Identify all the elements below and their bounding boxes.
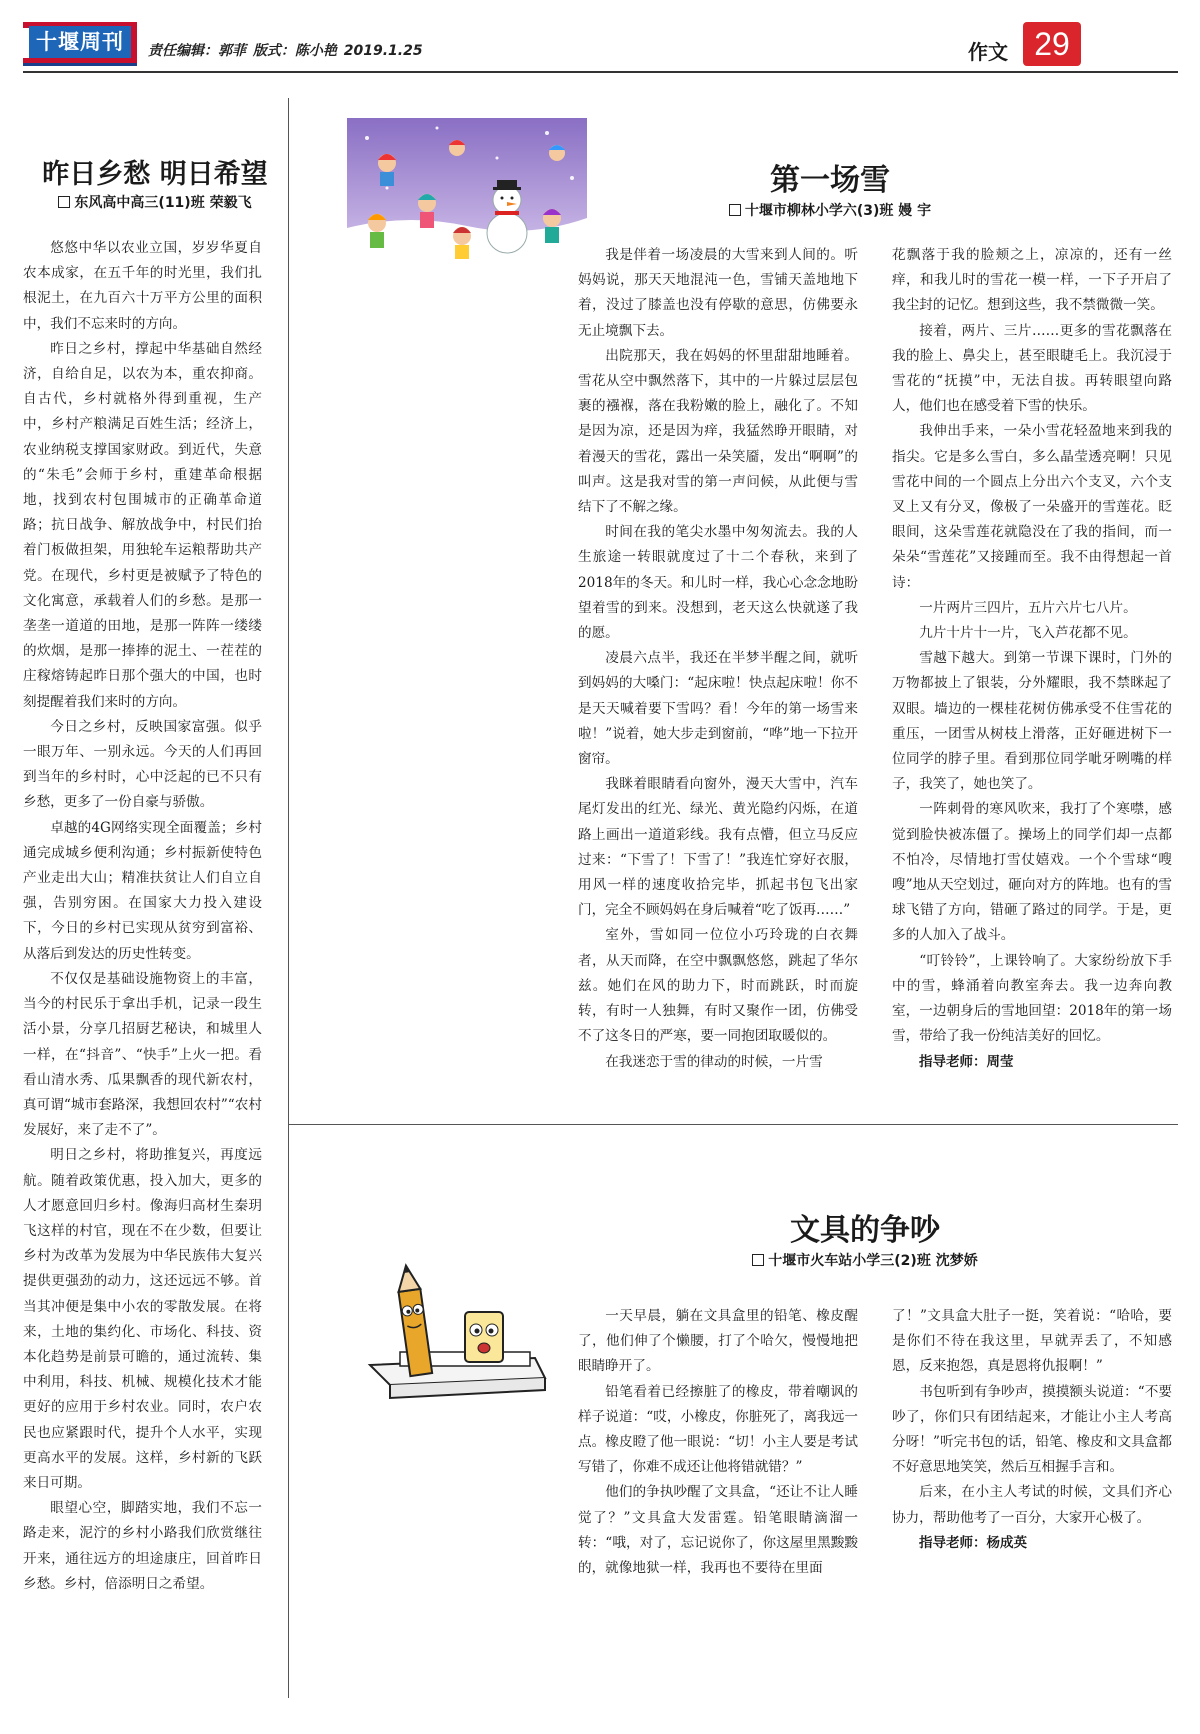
paragraph: 我是伴着一场凌晨的大雪来到人间的。听妈妈说，那天天地混沌一色，雪铺天盖地地下着，没过了膝盖也没有停歇的意思，仿佛要永无止境飘下去。 [578,247,858,339]
paragraph: 明日之乡村，将助推复兴，再度远航。随着政策优惠，投入加大，更多的人才愿意回归乡村。像海归高材生秦玥飞这样的村官，现在不在少数，但要让乡村为改革为发展为中华民族伟大复兴提供更强劲的动力，这还远远不够。首当其冲便是集中小农的零散发展。在将来，土地的集约化、市场化、科技、资本化趋势是前景可瞻的，通过流转、集中利用，科技、机械、规模化技术才能更好的应用于乡村农业。同时，农户农民也应紧跟时代，提升个人水平，实现更高水平的发展。这样，乡村新的飞跃来日可期。 [23,1147,262,1491]
paragraph: 他们的争执吵醒了文具盒，“还让不让人睡觉了？”文具盒大发雷霆。铅笔眼睛滴溜一转：“哦，对了，忘记说你了，你这屋里黑黢黢的，就像地狱一样，我再也不要待在里面 [578,1484,858,1577]
square-bullet-icon [58,196,70,208]
paragraph: 我伸出手来，一朵小雪花轻盈地来到我的指尖。它是多么雪白，多么晶莹透亮啊！只见雪花中间的一个圆点上分出六个支叉，六个支叉上又有分叉，像极了一朵盛开的雪莲花。眨眼间，这朵雪莲花就隐没在了我的指间，而一朵朵“雪莲花”又接踵而至。我不由得想起一首诗： [892,423,1172,591]
paragraph: 不仅仅是基础设施物资上的丰富，当今的村民乐于拿出手机，记录一段生活小景，分享几招厨艺秘诀，和城里人一样，在“抖音”、“快手”上火一把。看看山清水秀、瓜果飘香的现代新农村，真可谓“城市套路深，我想回农村”“农村发展好，来了走不了”。 [23,970,262,1139]
page-number: 29 [1023,22,1081,66]
page-header [23,22,1178,68]
square-bullet-icon [729,204,741,216]
paragraph: 悠悠中华以农业立国，岁岁华夏自农本成家，在五千年的时光里，我们扎根泥土，在九百六十万平方公里的面积中，我们不忘来时的方向。 [23,240,262,332]
paragraph: 我眯着眼睛看向窗外，漫天大雪中，汽车尾灯发出的红光、绿光、黄光隐约闪烁，在道路上画出一道道彩线。我有点懵，但立马反应过来：“下雪了！下雪了！”我连忙穿好衣服，用风一样的速度收拾完毕，抓起书包飞出家门，完全不顾妈妈在身后喊着“吃了饭再……” [578,776,858,919]
editor-credit: 责任编辑：郭菲 [148,43,246,59]
article1-body [23,236,262,1597]
paragraph: 在我迷恋于雪的律动的时候，一片雪 [605,1053,823,1070]
article2-column2 [892,243,1172,1075]
article2-column1 [578,243,858,1075]
issue-date: 2019.1.25 [343,43,423,59]
paragraph: 雪越下越大。到第一节课下课时，门外的万物都披上了银装，分外耀眼，我不禁眯起了双眼。墙边的一棵桂花树仿佛承受不住雪花的重压，一团雪从树枝上滑落，正好砸进树下一位同学的脖子里。看到那位同学呲牙咧嘴的样子，我笑了，她也笑了。 [892,650,1172,793]
paragraph: 室外，雪如同一位位小巧玲珑的白衣舞者，从天而降，在空中飘飘悠悠，跳起了华尔兹。她们在风的助力下，时而跳跃，时而旋转，有时一人独舞，有时又聚作一团，仿佛受不了这冬日的严寒，要一同抱团取暖似的。 [578,927,858,1045]
article3-column1 [578,1304,858,1581]
paragraph: 眼望心空，脚踏实地，我们不忘一路走来，泥泞的乡村小路我们欣赏继往开来，通往远方的坦途康庄，回首昨日乡愁。乡村，倍添明日之希望。 [23,1500,262,1592]
paragraph: 花飘落于我的脸颊之上，凉凉的，还有一丝痒，和我儿时的雪花一模一样，一下子开启了我尘封的记忆。想到这些，我不禁微微一笑。 [892,247,1172,314]
paragraph: 凌晨六点半，我还在半梦半醒之间，就听到妈妈的大嗓门：“起床啦！快点起床啦！你不是天天喊着要下雪吗？看！今年的第一场雪来啦！”说着，她大步走到窗前，“哗”地一下拉开窗帘。 [578,650,858,768]
paragraph: 卓越的4G网络实现全面覆盖；乡村通完成城乡便利沟通；乡村振新使特色产业走出大山；精准扶贫让人们自立自强，告别穷困。在国家大力投入建设下，今日的乡村已实现从贫穷到富裕、从落后到发达的历史性转变。 [23,819,262,962]
illustration-children-snowman [347,118,587,268]
article1-byline: 东风高中高三(11)班 荣毅飞 [25,192,285,212]
article1-title: 昨日乡愁 明日希望 [42,159,268,190]
paragraph: 时间在我的笔尖水墨中匆匆流去。我的人生旅途一转眼就度过了十二个春秋，来到了2018年的冬天。和儿时一样，我心心念念地盼望着雪的到来。没想到，老天这么快就遂了我的愿。 [578,524,858,642]
paragraph: 了！”文具盒大肚子一挺，笑着说：“哈哈，要是你们不待在我这里，早就弄丢了，不知感恩，反来抱怨，真是恩将仇报啊！” [892,1308,1172,1375]
paragraph: 一天早晨，躺在文具盒里的铅笔、橡皮醒了，他们伸了个懒腰，打了个哈欠，慢慢地把眼睛睁开了。 [578,1308,858,1375]
header-meta [148,40,425,60]
layout-credit: 版式：陈小艳 [252,43,337,59]
header-rule [23,71,1178,73]
paragraph: 接着，两片、三片……更多的雪花飘落在我的脸上、鼻尖上，甚至眼睫毛上。我沉浸于雪花的“抚摸”中，无法自拔。再转眼望向路人，他们也在感受着下雪的快乐。 [892,322,1172,415]
paragraph: 今日之乡村，反映国家富强。似乎一眼万年、一别永远。今天的人们再回到当年的乡村时，心中泛起的已不只有乡愁，更多了一份自豪与骄傲。 [23,718,262,811]
masthead [23,22,137,66]
square-bullet-icon [752,1254,764,1266]
advisor-credit: 指导老师：杨成英 [919,1534,1027,1551]
article3-column2 [892,1304,1172,1556]
illustration-pencil-eraser-pencilcase [360,1260,555,1408]
paragraph: 一阵刺骨的寒风吹来，我打了个寒噤，感觉到脸快被冻僵了。操场上的同学们却一点都不怕冷，尽情地打雪仗嬉戏。一个个雪球“嗖嗖”地从天空划过，砸向对方的阵地。也有的雪球飞错了方向，错砸了路过的同学。于是，更多的人加入了战斗。 [892,801,1172,944]
paragraph: 出院那天，我在妈妈的怀里甜甜地睡着。雪花从空中飘然落下，其中的一片躲过层层包裹的襁褓，落在我粉嫩的脸上，融化了。不知是因为凉，还是因为痒，我猛然睁开眼睛，对着漫天的雪花，露出一朵笑靥，发出“啊啊”的叫声。这是我对雪的第一声问候，从此便与雪结下了不解之缘。 [578,347,858,516]
paragraph: 昨日之乡村，撑起中华基础自然经济，自给自足，以农为本，重农抑商。自古代，乡村就格外得到重视，生产中，乡村产粮满足百姓生活；经济上，农业纳税支撑国家财政。到近代，失意的“朱毛”会师于乡村，重建革命根据地，找到农村包围城市的正确革命道路；抗日战争、解放战争中，村民们抬着门板做担架，用独轮车运粮帮助共产党。在现代，乡村更是被赋予了特色的文化寓意，承载着人们的乡愁。是那一垄垄一道道的田地，是那一阵阵一缕缕的炊烟，是那一捧捧的泥土、一茬茬的庄稼熔铸起昨日那个强大的中国，也时刻提醒着我们来时的方向。 [23,340,262,710]
paragraph: 一片两片三四片，五片六片七八片。 [919,599,1137,616]
column-divider [288,98,289,1698]
article2-byline: 十堰市柳林小学六(3)班 嫚 宇 [680,200,980,220]
paragraph: “叮铃铃”，上课铃响了。大家纷纷放下手中的雪，蜂涌着向教室奔去。我一边奔向教室，一边朝身后的雪地回望：2018年的第一场雪，带给了我一份纯洁美好的回忆。 [892,952,1172,1045]
section-label: 作文 [968,40,1008,64]
advisor-credit: 指导老师：周莹 [919,1053,1014,1070]
paragraph: 铅笔看着已经擦脏了的橡皮，带着嘲讽的样子说道：“哎，小橡皮，你脏死了，离我远一点。橡皮瞪了他一眼说：“切！小主人要是考试写错了，你难不成还让他将错就错？” [578,1383,858,1476]
paragraph: 后来，在小主人考试的时候，文具们齐心协力，帮助他考了一百分，大家开心极了。 [892,1484,1172,1526]
paragraph: 书包听到有争吵声，摸摸额头说道：“不要吵了，你们只有团结起来，才能让小主人考高分呀！”听完书包的话，铅笔、橡皮和文具盒都不好意思地笑笑，然后互相握手言和。 [892,1383,1172,1476]
section-divider [288,1124,1178,1125]
article2-title: 第一场雪 [770,163,890,198]
paragraph: 九片十片十一片，飞入芦花都不见。 [919,625,1137,642]
masthead-title: 十堰周刊 [29,26,131,58]
article3-title: 文具的争吵 [790,1213,940,1248]
article3-byline: 十堰市火车站小学三(2)班 沈梦娇 [715,1250,1015,1270]
